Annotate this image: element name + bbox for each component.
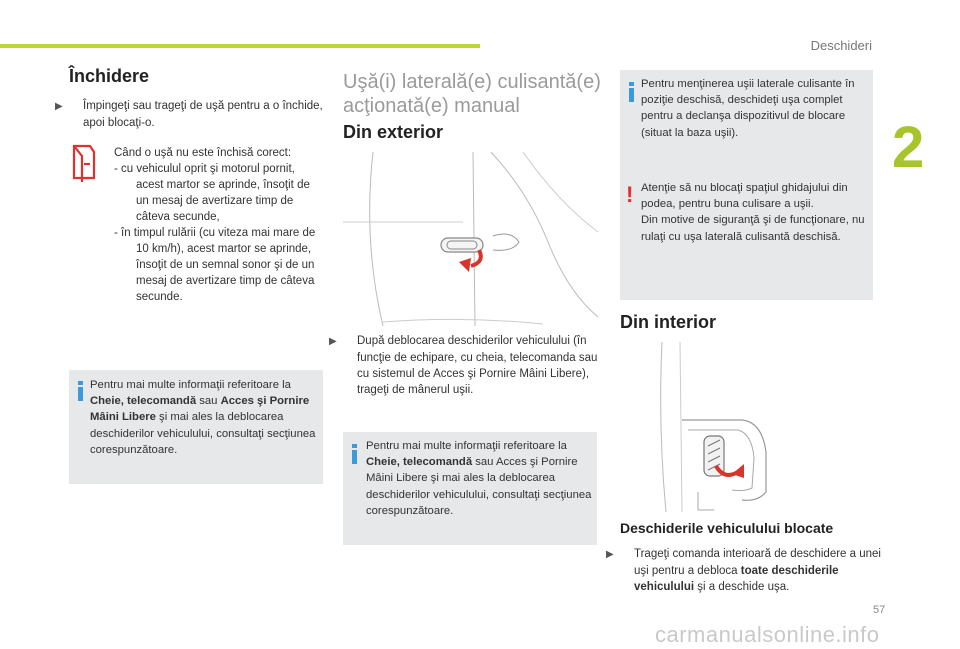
section-title-sliding-door xyxy=(343,70,601,118)
info-icon xyxy=(629,82,637,102)
door-warning-text xyxy=(114,145,324,305)
step-text: şi a deschide uşa. xyxy=(694,581,790,593)
page-number: 57 xyxy=(873,604,886,616)
step-text: După deblocarea deschiderilor vehiculului (în funcţie de echipare, cu cheia, telecomanda sau cu sistemul de Acces şi Pornire Mâini Libere), trageţi de mânerul uşii. xyxy=(357,335,598,396)
arrow-icon: ▶ xyxy=(606,549,614,560)
interior-handle-illustration xyxy=(658,342,776,512)
section-title: Deschideri xyxy=(810,38,872,53)
header-accent-bar xyxy=(0,44,480,48)
section-title-inchidere: Închidere xyxy=(69,66,150,86)
warning-intro: Când o uşă nu este închisă corect: xyxy=(114,147,292,159)
info-box-col1 xyxy=(69,370,323,484)
info-icon xyxy=(78,381,86,401)
info-text: Pentru mai multe informaţii referitoare la Cheie, telecomandă sau Acces şi Pornire Mâini Libere şi mai ales la deblocarea deschiderilor vehiculului, consultaţi secţiunea corespunzătoare. xyxy=(366,440,592,517)
info-text-keep-open: Pentru menţinerea uşii laterale culisante în poziţie deschisă, deschideţi uşa complet pentru a declanşa dispozitivul de blocare (situat la baza uşii). xyxy=(641,78,855,139)
title-line: Uşă(i) laterală(e) culisantă(e) xyxy=(343,71,601,93)
info-box-col2 xyxy=(343,432,597,545)
step-text: Împingeţi sau trageţi de uşă pentru a o închide, apoi blocaţi-o. xyxy=(83,100,323,129)
exterior-handle-illustration xyxy=(343,152,598,326)
warning-icon: ! xyxy=(626,182,634,207)
arrow-icon: ▶ xyxy=(329,336,337,347)
arrow-icon: ▶ xyxy=(55,101,63,112)
warning-line: Din motive de siguranţă şi de funcţionare, nu rulaţi cu uşa laterală culisantă deschisă. xyxy=(641,214,865,243)
chapter-number: 2 xyxy=(892,115,925,180)
subtitle-interior: Din interior xyxy=(620,312,717,332)
watermark: carmanualsonline.info xyxy=(655,622,880,647)
step-text-bold: toate deschiderile vehiculului xyxy=(634,565,839,593)
warning-item: - cu vehiculul oprit şi motorul pornit, acest martor se aprinde, însoţit de un mesaj de avertizare timp de câteva secunde, xyxy=(114,163,310,223)
info-warning-box xyxy=(620,70,873,300)
step-exterior-open xyxy=(329,333,607,398)
step-interior-open xyxy=(606,546,886,595)
step-text: Trageţi comanda interioară de deschidere a unei uşi pentru a debloca xyxy=(634,548,881,577)
door-warning-icon xyxy=(70,142,98,187)
info-icon xyxy=(352,444,360,464)
subtitle-locked-openings: Deschiderile vehiculului blocate xyxy=(620,520,834,536)
warning-item: - în timpul rulării (cu viteza mai mare de 10 km/h), acest martor se aprinde, însoţit de un semnal sonor şi de un mesaj de avertizare timp de câteva secunde. xyxy=(114,227,316,303)
warning-text xyxy=(641,180,867,245)
info-text: Pentru mai multe informaţii referitoare la Cheie, telecomandă sau Acces şi Pornire Mâini Libere şi mai ales la deblocarea deschiderilor vehiculului, consultaţi secţiunea corespunzătoare. xyxy=(90,379,316,456)
step-close xyxy=(55,98,323,131)
subtitle-exterior: Din exterior xyxy=(343,122,444,142)
warning-line: Atenţie să nu blocaţi spaţiul ghidajului din podea, pentru buna culisare a uşii. xyxy=(641,182,848,211)
title-line: acţionată(e) manual xyxy=(343,95,520,117)
